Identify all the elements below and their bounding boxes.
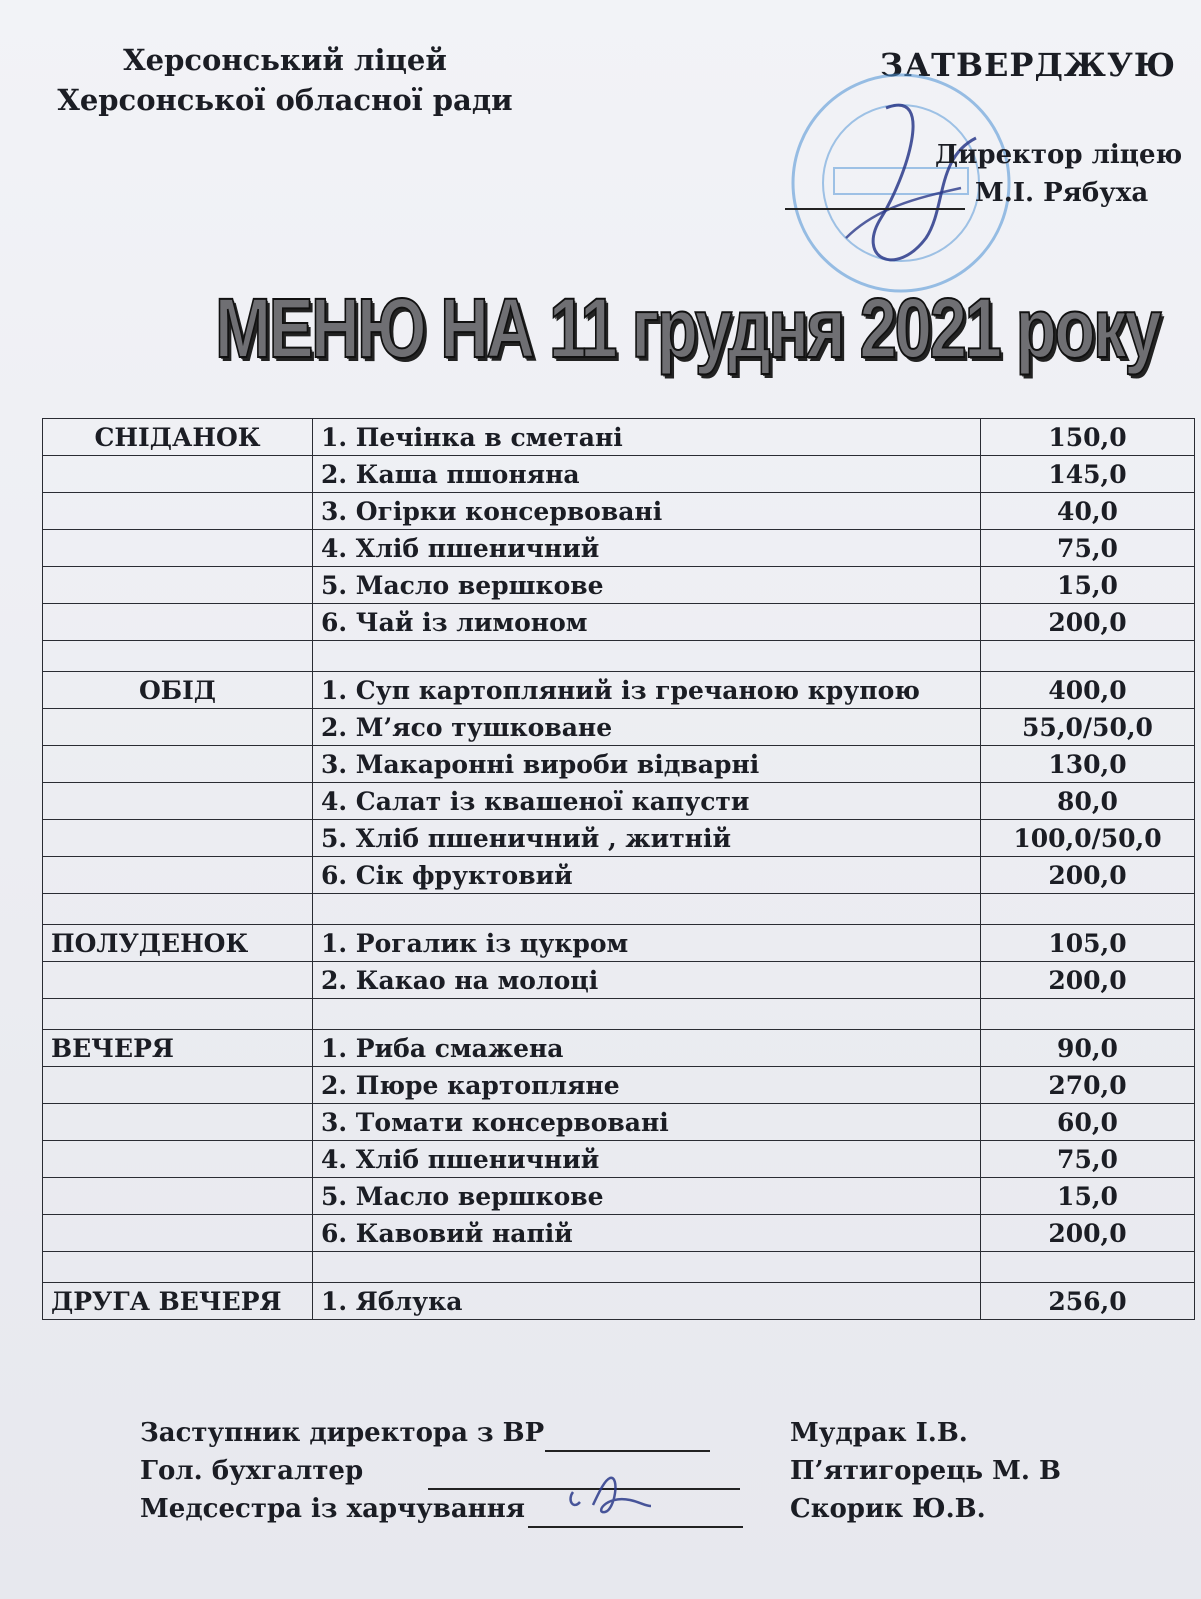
dish-quantity: 200,0 xyxy=(981,857,1195,894)
dish-name: 1. Яблука xyxy=(313,1283,981,1320)
dish-name: 4. Салат із квашеної капусти xyxy=(313,783,981,820)
menu-row xyxy=(43,1283,1195,1320)
empty-cell xyxy=(981,894,1195,925)
dish-quantity: 105,0 xyxy=(981,925,1195,962)
org-name-line2: Херсонської обласної ради xyxy=(57,83,513,117)
nurse-signature-icon xyxy=(455,1470,655,1520)
dish-name: 5. Масло вершкове xyxy=(313,1178,981,1215)
signature-role: Гол. бухгалтер xyxy=(140,1456,364,1486)
meal-name xyxy=(43,493,313,530)
meal-name xyxy=(43,1067,313,1104)
empty-cell xyxy=(981,641,1195,672)
dish-quantity: 55,0/50,0 xyxy=(981,709,1195,746)
dish-quantity: 200,0 xyxy=(981,1215,1195,1252)
organization-header xyxy=(50,40,520,120)
dish-name: 5. Масло вершкове xyxy=(313,567,981,604)
dish-quantity: 15,0 xyxy=(981,1178,1195,1215)
dish-quantity: 100,0/50,0 xyxy=(981,820,1195,857)
meal-name: СНІДАНОК xyxy=(43,419,313,456)
empty-cell xyxy=(313,1252,981,1283)
spacer-row xyxy=(43,999,1195,1030)
meal-name: ПОЛУДЕНОК xyxy=(43,925,313,962)
director-name: М.І. Рябуха xyxy=(975,178,1149,208)
dish-quantity: 60,0 xyxy=(981,1104,1195,1141)
menu-row xyxy=(43,1030,1195,1067)
director-title: Директор ліцею xyxy=(935,140,1183,170)
menu-row xyxy=(43,530,1195,567)
dish-name: 6. Кавовий напій xyxy=(313,1215,981,1252)
menu-row xyxy=(43,419,1195,456)
menu-table xyxy=(42,418,1195,1320)
menu-row xyxy=(43,925,1195,962)
dish-quantity: 270,0 xyxy=(981,1067,1195,1104)
dish-name: 6. Сік фруктовий xyxy=(313,857,981,894)
signature-role: Заступник директора з ВР xyxy=(140,1418,545,1448)
empty-cell xyxy=(313,894,981,925)
dish-name: 2. Пюре картопляне xyxy=(313,1067,981,1104)
dish-name: 1. Рогалик із цукром xyxy=(313,925,981,962)
meal-name: ОБІД xyxy=(43,672,313,709)
dish-name: 1. Печінка в сметані xyxy=(313,419,981,456)
menu-row xyxy=(43,1104,1195,1141)
meal-name: ВЕЧЕРЯ xyxy=(43,1030,313,1067)
dish-name: 6. Чай із лимоном xyxy=(313,604,981,641)
spacer-row xyxy=(43,1252,1195,1283)
meal-name xyxy=(43,1141,313,1178)
menu-row xyxy=(43,746,1195,783)
dish-name: 3. Томати консервовані xyxy=(313,1104,981,1141)
empty-cell xyxy=(43,999,313,1030)
dish-quantity: 200,0 xyxy=(981,604,1195,641)
menu-row xyxy=(43,493,1195,530)
page-title: МЕНЮ НА 11 грудня 2021 року xyxy=(215,281,1160,375)
spacer-row xyxy=(43,641,1195,672)
dish-quantity: 40,0 xyxy=(981,493,1195,530)
menu-row xyxy=(43,783,1195,820)
meal-name xyxy=(43,783,313,820)
signature-name: П’ятигорець М. В xyxy=(790,1456,1061,1486)
empty-cell xyxy=(43,641,313,672)
empty-cell xyxy=(313,999,981,1030)
menu-row xyxy=(43,672,1195,709)
menu-row xyxy=(43,604,1195,641)
dish-name: 4. Хліб пшеничний xyxy=(313,530,981,567)
menu-row xyxy=(43,820,1195,857)
empty-cell xyxy=(981,1252,1195,1283)
dish-name: 3. Макаронні вироби відварні xyxy=(313,746,981,783)
empty-cell xyxy=(43,1252,313,1283)
signature-role: Медсестра із харчування xyxy=(140,1494,525,1524)
dish-quantity: 75,0 xyxy=(981,1141,1195,1178)
dish-quantity: 75,0 xyxy=(981,530,1195,567)
menu-row xyxy=(43,962,1195,999)
dish-name: 2. М’ясо тушковане xyxy=(313,709,981,746)
dish-name: 4. Хліб пшеничний xyxy=(313,1141,981,1178)
meal-name xyxy=(43,1215,313,1252)
meal-name xyxy=(43,820,313,857)
meal-name xyxy=(43,709,313,746)
dish-quantity: 256,0 xyxy=(981,1283,1195,1320)
menu-row xyxy=(43,1141,1195,1178)
empty-cell xyxy=(981,999,1195,1030)
director-signature-line xyxy=(785,208,965,210)
menu-row xyxy=(43,1215,1195,1252)
menu-row xyxy=(43,567,1195,604)
meal-name xyxy=(43,962,313,999)
empty-cell xyxy=(313,641,981,672)
dish-name: 5. Хліб пшеничний , житній xyxy=(313,820,981,857)
menu-row xyxy=(43,857,1195,894)
dish-quantity: 15,0 xyxy=(981,567,1195,604)
menu-row xyxy=(43,456,1195,493)
meal-name xyxy=(43,1178,313,1215)
dish-quantity: 130,0 xyxy=(981,746,1195,783)
menu-row xyxy=(43,709,1195,746)
signature-line xyxy=(528,1526,743,1528)
dish-name: 2. Каша пшоняна xyxy=(313,456,981,493)
dish-quantity: 150,0 xyxy=(981,419,1195,456)
empty-cell xyxy=(43,894,313,925)
meal-name xyxy=(43,567,313,604)
menu-row xyxy=(43,1067,1195,1104)
meal-name xyxy=(43,530,313,567)
approval-label: ЗАТВЕРДЖУЮ xyxy=(880,46,1177,84)
meal-name xyxy=(43,857,313,894)
meal-name: ДРУГА ВЕЧЕРЯ xyxy=(43,1283,313,1320)
meal-name xyxy=(43,456,313,493)
dish-quantity: 90,0 xyxy=(981,1030,1195,1067)
signature-name: Мудрак І.В. xyxy=(790,1418,968,1448)
org-name-line1: Херсонський ліцей xyxy=(123,43,447,77)
meal-name xyxy=(43,604,313,641)
dish-name: 3. Огірки консервовані xyxy=(313,493,981,530)
dish-name: 2. Какао на молоці xyxy=(313,962,981,999)
dish-quantity: 200,0 xyxy=(981,962,1195,999)
dish-name: 1. Суп картопляний із гречаною крупою xyxy=(313,672,981,709)
meal-name xyxy=(43,746,313,783)
dish-quantity: 80,0 xyxy=(981,783,1195,820)
spacer-row xyxy=(43,894,1195,925)
dish-quantity: 145,0 xyxy=(981,456,1195,493)
signature-line xyxy=(545,1450,710,1452)
menu-row xyxy=(43,1178,1195,1215)
meal-name xyxy=(43,1104,313,1141)
dish-name: 1. Риба смажена xyxy=(313,1030,981,1067)
dish-quantity: 400,0 xyxy=(981,672,1195,709)
signature-name: Скорик Ю.В. xyxy=(790,1494,986,1524)
